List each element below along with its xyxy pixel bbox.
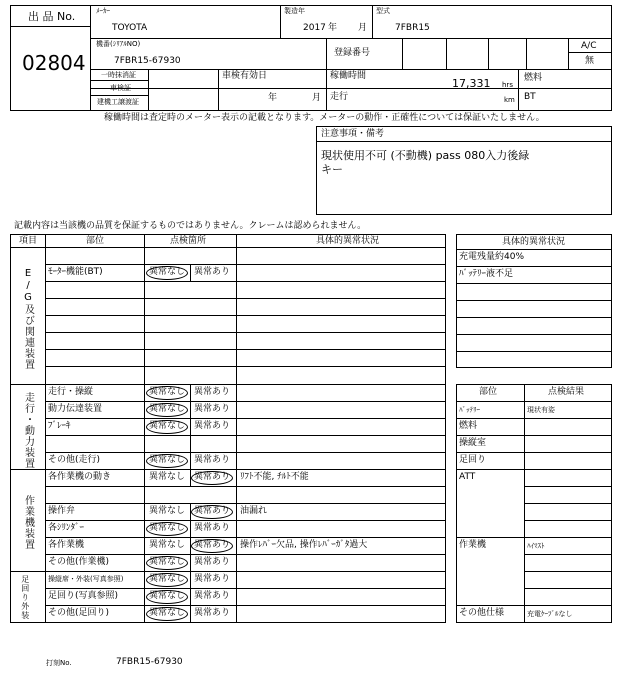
row-fuel: 燃料 bbox=[459, 421, 478, 431]
inspection-month-unit: 月 bbox=[312, 93, 322, 103]
result-other-spec: 充電ｹｰﾌﾞﾙなし bbox=[527, 610, 573, 618]
check-ari: 異常あり bbox=[194, 506, 231, 516]
check-nashi: 異常なし bbox=[149, 523, 186, 533]
result-work-device: ﾊｲﾏｽﾄ bbox=[527, 542, 545, 550]
check-ari: 異常あり bbox=[194, 404, 231, 414]
row-undercarriage: 足回り bbox=[459, 455, 487, 465]
year-value: 2017 bbox=[303, 23, 326, 33]
detail-work-motion: ﾘﾌﾄ不能, ﾁﾙﾄ不能 bbox=[240, 472, 309, 482]
year-label: 製造年 bbox=[284, 7, 305, 15]
stamp-value: 7FBR15-67930 bbox=[116, 657, 183, 667]
part-undercarriage: 足回り(写真参照) bbox=[48, 591, 119, 601]
maker-label: ﾒｰｶｰ bbox=[96, 7, 110, 15]
check-nashi: 異常なし bbox=[149, 506, 186, 516]
inspection-label: 車検有効日 bbox=[222, 71, 268, 81]
notes-label: 注意事項・備考 bbox=[321, 129, 385, 139]
part-brake: ﾌﾞﾚｰｷ bbox=[48, 421, 71, 431]
check-nashi: 異常なし bbox=[149, 574, 186, 584]
col-detail: 具体的異常状況 bbox=[316, 236, 380, 246]
cert-temp-cancel: 一時抹消証 bbox=[101, 71, 136, 79]
row-other-spec: その他仕様 bbox=[459, 608, 505, 618]
right-detail-header: 具体的異常状況 bbox=[502, 237, 566, 247]
month-unit: 月 bbox=[358, 23, 368, 33]
part-valve: 操作弁 bbox=[48, 506, 76, 516]
part-steering: 走行・操縦 bbox=[48, 387, 94, 397]
cert-vehicle: 車検証 bbox=[110, 84, 131, 92]
serial-label: 機番(ｼﾘｱﾙNO) bbox=[96, 40, 141, 48]
part-cab-exterior: 操縦席・外装(写真参照) bbox=[48, 575, 124, 583]
km-unit: km bbox=[504, 96, 515, 104]
check-nashi: 異常なし bbox=[149, 540, 186, 550]
right-detail-line2: ﾊﾞｯﾃﾘｰ液不足 bbox=[459, 269, 514, 279]
hours-unit: hrs bbox=[502, 81, 513, 89]
hours-value: 17,331 bbox=[452, 77, 491, 90]
notes-line1: 現状使用不可 (不動機) pass 080入力後緑 bbox=[321, 149, 530, 162]
part-cylinder: 各ｼﾘﾝﾀﾞｰ bbox=[48, 523, 85, 533]
section-engine: E/G及び関連装置 bbox=[22, 268, 34, 370]
model-value: 7FBR15 bbox=[395, 23, 430, 33]
detail-valve: 油漏れ bbox=[240, 506, 268, 516]
row-work-device: 作業機 bbox=[459, 540, 487, 550]
notes-line2: キー bbox=[321, 163, 343, 176]
part-work-device: 各作業機 bbox=[48, 540, 85, 550]
col-check: 点検箇所 bbox=[170, 236, 207, 246]
detail-work-device: 操作ﾚﾊﾞｰ欠品, 操作ﾚﾊﾞｰｶﾞﾀ過大 bbox=[240, 540, 368, 550]
check-ari: 異常あり bbox=[194, 574, 231, 584]
check-ari: 異常あり bbox=[194, 455, 231, 465]
lot-number: 02804 bbox=[22, 51, 86, 75]
maker-value: TOYOTA bbox=[112, 23, 148, 33]
run-label: 走行 bbox=[330, 92, 349, 102]
check-nashi: 異常なし bbox=[149, 421, 186, 431]
part-other-work: その他(作業機) bbox=[48, 557, 110, 567]
part-motor: ﾓｰﾀｰ機能(BT) bbox=[48, 267, 103, 277]
check-ari: 異常あり bbox=[194, 540, 231, 550]
check-ari: 異常あり bbox=[194, 591, 231, 601]
right-col-result: 点検結果 bbox=[548, 387, 585, 397]
check-ari: 異常あり bbox=[194, 387, 231, 397]
row-battery: ﾊﾞｯﾃﾘｰ bbox=[459, 406, 480, 414]
hours-notice: 稼働時間は査定時のメーター表示の記載となります。メーターの動作・正確性については保証いたしません。 bbox=[104, 113, 545, 123]
cert-transfer: 建機工譲渡証 bbox=[97, 98, 139, 106]
col-item: 項目 bbox=[19, 236, 38, 246]
check-ari: 異常あり bbox=[194, 523, 231, 533]
part-other-drive: その他(走行) bbox=[48, 455, 101, 465]
reg-label: 登録番号 bbox=[334, 48, 371, 58]
hours-label: 稼働時間 bbox=[330, 71, 367, 81]
serial-value: 7FBR15-67930 bbox=[114, 56, 181, 66]
check-ari: 異常あり bbox=[194, 472, 231, 482]
check-nashi: 異常なし bbox=[149, 387, 186, 397]
year-unit: 年 bbox=[328, 23, 338, 33]
section-drive: 走行・動力装置 bbox=[22, 392, 34, 469]
check-ari: 異常あり bbox=[194, 557, 231, 567]
inspection-year-unit: 年 bbox=[268, 93, 278, 103]
row-cab: 操縦室 bbox=[459, 438, 487, 448]
fuel-label: 燃料 bbox=[524, 73, 543, 83]
row-att: ATT bbox=[459, 472, 476, 482]
disclaimer: 記載内容は当該機の品質を保証するものではありません。クレームは認められません。 bbox=[14, 221, 367, 231]
stamp-label: 打刻No. bbox=[46, 659, 72, 667]
check-ari: 異常あり bbox=[194, 608, 231, 618]
check-nashi: 異常なし bbox=[149, 472, 186, 482]
right-col-part: 部位 bbox=[479, 387, 498, 397]
lot-label: 出 品 No. bbox=[28, 10, 76, 23]
ac-value: 無 bbox=[585, 56, 595, 66]
check-ari: 異常あり bbox=[194, 267, 231, 277]
part-other-undercarriage: その他(足回り) bbox=[48, 608, 110, 618]
check-nashi: 異常なし bbox=[149, 267, 186, 277]
col-part: 部位 bbox=[86, 236, 105, 246]
section-undercarriage: 足回り外装 bbox=[20, 575, 30, 620]
right-detail-line1: 充電残量約40% bbox=[459, 252, 525, 262]
model-label: 型式 bbox=[376, 7, 390, 15]
part-work-motion: 各作業機の動き bbox=[48, 472, 112, 482]
check-nashi: 異常なし bbox=[149, 455, 186, 465]
check-nashi: 異常なし bbox=[149, 557, 186, 567]
check-nashi: 異常なし bbox=[149, 591, 186, 601]
part-transmission: 動力伝達装置 bbox=[48, 404, 103, 414]
ac-label: A/C bbox=[581, 41, 597, 51]
fuel-value: BT bbox=[524, 92, 536, 102]
check-nashi: 異常なし bbox=[149, 608, 186, 618]
section-work: 作業機装置 bbox=[22, 495, 34, 550]
check-nashi: 異常なし bbox=[149, 404, 186, 414]
result-battery: 現状有姿 bbox=[527, 406, 555, 414]
check-ari: 異常あり bbox=[194, 421, 231, 431]
